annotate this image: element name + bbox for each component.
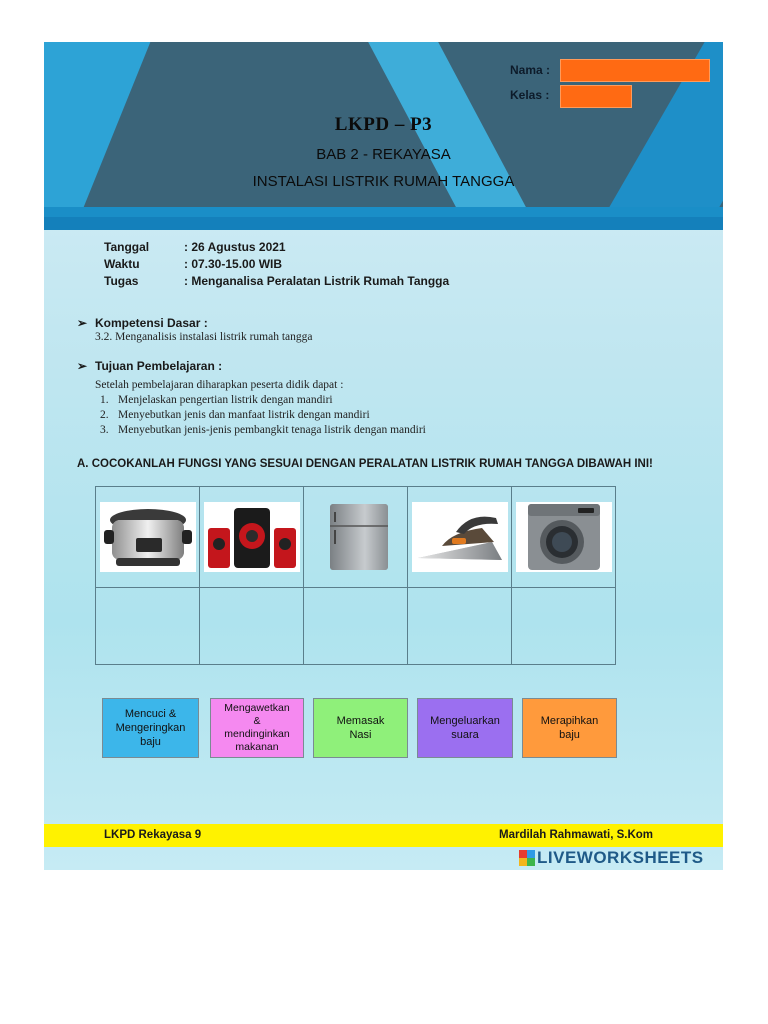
footer-bar (44, 824, 723, 847)
page-title: LKPD – P3 (334, 114, 433, 135)
answer-cell[interactable] (96, 588, 200, 665)
header-banner (44, 42, 723, 230)
tujuan-heading-text: Tujuan Pembelajaran : (95, 359, 223, 373)
card-label: Mengeluarkan suara (430, 715, 500, 741)
class-label: Kelas : (510, 88, 550, 102)
answer-card-mengawetkan[interactable] (210, 698, 304, 758)
info-block (104, 240, 449, 291)
list-item: 1. Menjelaskan pengertian listrik dengan mandiri (100, 394, 333, 406)
answer-cell[interactable] (304, 588, 408, 665)
list-item: 2. Menyebutkan jenis dan manfaat listrik dengan mandiri (100, 409, 370, 421)
info-value: : 07.30-15.00 WIB (184, 257, 283, 271)
info-value: : Menganalisa Peralatan Listrik Rumah Tangga (184, 274, 450, 288)
answer-card-merapihkan[interactable] (522, 698, 617, 758)
tujuan-heading (77, 359, 222, 373)
info-key: Tanggal (104, 240, 150, 254)
answer-card-memasak[interactable] (313, 698, 408, 758)
info-key: Tugas (104, 274, 139, 288)
answer-card-mencuci[interactable] (102, 698, 199, 758)
tujuan-list (100, 394, 426, 439)
chapter-title: BAB 2 - REKAYASA (316, 146, 451, 163)
kompetensi-heading (77, 316, 208, 330)
arrow-bullet-icon: ➢ (77, 359, 88, 373)
matching-table (95, 486, 616, 665)
list-item: 3. Menyebutkan jenis-jenis pembangkit tenaga listrik dengan mandiri (100, 424, 426, 436)
task-a-instruction: A. COCOKANLAH FUNGSI YANG SESUAI DENGAN PERALATAN LISTRIK RUMAH TANGGA DIBAWAH INI! (77, 458, 653, 470)
answer-cell[interactable] (512, 588, 616, 665)
info-row (104, 274, 449, 291)
card-label: Memasak Nasi (336, 715, 385, 741)
footer-left-text: LKPD Rekayasa 9 (104, 829, 202, 841)
kompetensi-text: 3.2. Menganalisis instalasi listrik rumah tangga (95, 331, 313, 343)
liveworksheets-icon (519, 850, 535, 866)
info-key: Waktu (104, 257, 140, 271)
appliance-cell (512, 487, 616, 588)
info-value: : 26 Agustus 2021 (184, 240, 286, 254)
speaker-image (204, 502, 300, 572)
class-input[interactable] (560, 85, 632, 108)
worksheet-page (44, 42, 723, 870)
header-decoration (44, 42, 154, 230)
header-band (44, 217, 723, 230)
appliance-cell (96, 487, 200, 588)
card-label: Merapihkan baju (540, 715, 599, 741)
refrigerator-image (308, 502, 404, 572)
name-input[interactable] (560, 59, 710, 82)
appliance-cell (408, 487, 512, 588)
info-row (104, 240, 449, 257)
appliance-cell (304, 487, 408, 588)
tujuan-intro: Setelah pembelajaran diharapkan peserta didik dapat : (95, 379, 344, 391)
brand-text: LIVEWORKSHEETS (537, 848, 704, 867)
washing-machine-image (516, 502, 612, 572)
footer-author: Mardilah Rahmawati, S.Kom (499, 829, 654, 841)
kompetensi-heading-text: Kompetensi Dasar : (95, 316, 208, 330)
name-label: Nama : (510, 63, 551, 77)
appliance-cell (200, 487, 304, 588)
rice-cooker-image (100, 502, 196, 572)
arrow-bullet-icon: ➢ (77, 316, 88, 330)
liveworksheets-logo (519, 848, 704, 868)
info-row (104, 257, 449, 274)
iron-image (412, 502, 508, 572)
card-label: Mengawetkan & mendinginkan makanan (224, 702, 290, 753)
page-subtitle: INSTALASI LISTRIK RUMAH TANGGA (252, 173, 515, 190)
answer-card-mengeluarkan[interactable] (417, 698, 513, 758)
answer-cell[interactable] (200, 588, 304, 665)
answer-cell[interactable] (408, 588, 512, 665)
card-label: Mencuci & Mengeringkan baju (115, 708, 186, 748)
